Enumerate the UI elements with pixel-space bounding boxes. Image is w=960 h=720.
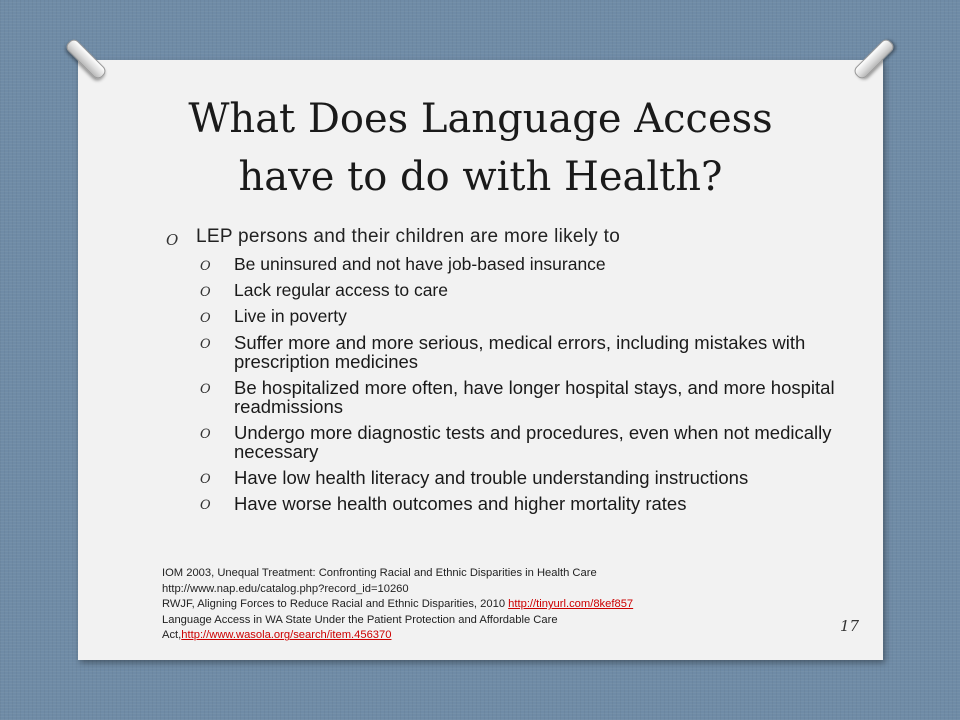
slide-card	[78, 60, 883, 660]
bullet-marker-icon: O	[200, 285, 211, 300]
reference-3-prefix: Act,	[162, 629, 182, 642]
bullet-marker-icon: O	[200, 382, 211, 397]
sub-bullet	[200, 423, 866, 461]
bullet-marker-icon: O	[200, 311, 211, 326]
sub-bullet	[200, 468, 866, 487]
reference-2-link[interactable]: http://tinyurl.com/8kef857	[508, 598, 634, 611]
sub-bullet-text: Be uninsured and not have job-based insurance	[234, 254, 606, 274]
sub-bullet-text: Suffer more and more serious, medical errors, including mistakes with prescription medicines	[234, 332, 806, 372]
main-bullet	[166, 225, 866, 513]
bullet-marker-icon: O	[200, 498, 211, 513]
sub-bullet-text: Undergo more diagnostic tests and procedures, even when not medically necessary	[234, 422, 832, 462]
sub-bullet	[200, 494, 866, 513]
sub-bullet	[200, 255, 866, 274]
reference-1-url: http://www.nap.edu/catalog.php?record_id=10260	[162, 582, 409, 595]
sub-bullet	[200, 307, 866, 326]
bullet-marker-icon: O	[200, 472, 211, 487]
reference-1: IOM 2003, Unequal Treatment: Confronting Racial and Ethnic Disparities in Health Care	[162, 567, 597, 579]
sub-bullet	[200, 378, 866, 416]
reference-3-link[interactable]: http://www.wasola.org/search/item.456370	[181, 629, 392, 642]
reference-3: Language Access in WA State Under the Patient Protection and Affordable Care	[162, 613, 558, 626]
sub-bullet	[200, 333, 866, 371]
sub-bullet-text: Have low health literacy and trouble understanding instructions	[234, 467, 749, 488]
sub-bullet-text: Have worse health outcomes and higher mortality rates	[234, 493, 687, 514]
reference-2	[162, 597, 802, 613]
page-number: 17	[840, 617, 860, 635]
bullet-marker-icon: O	[200, 427, 211, 442]
sub-bullet-text: Live in poverty	[234, 306, 347, 326]
sub-bullet-text: Lack regular access to care	[234, 280, 448, 300]
reference-2-text: RWJF, Aligning Forces to Reduce Racial and Ethnic Disparities, 2010	[162, 598, 509, 611]
title-line-1: What Does Language Access	[188, 96, 773, 142]
slide-title	[78, 90, 883, 206]
main-bullet-text: LEP persons and their children are more likely to	[196, 226, 621, 247]
references	[162, 566, 802, 644]
sub-bullet	[200, 281, 866, 300]
bullet-marker-icon: O	[200, 337, 211, 352]
sub-bullet-text: Be hospitalized more often, have longer hospital stays, and more hospital readmissions	[234, 377, 835, 417]
sub-bullet-list	[196, 255, 866, 513]
title-line-2: have to do with Health?	[238, 154, 723, 200]
bullet-list	[166, 225, 866, 520]
reference-3-cont	[162, 628, 802, 644]
bullet-marker-icon: O	[166, 231, 179, 249]
bullet-marker-icon: O	[200, 259, 211, 274]
